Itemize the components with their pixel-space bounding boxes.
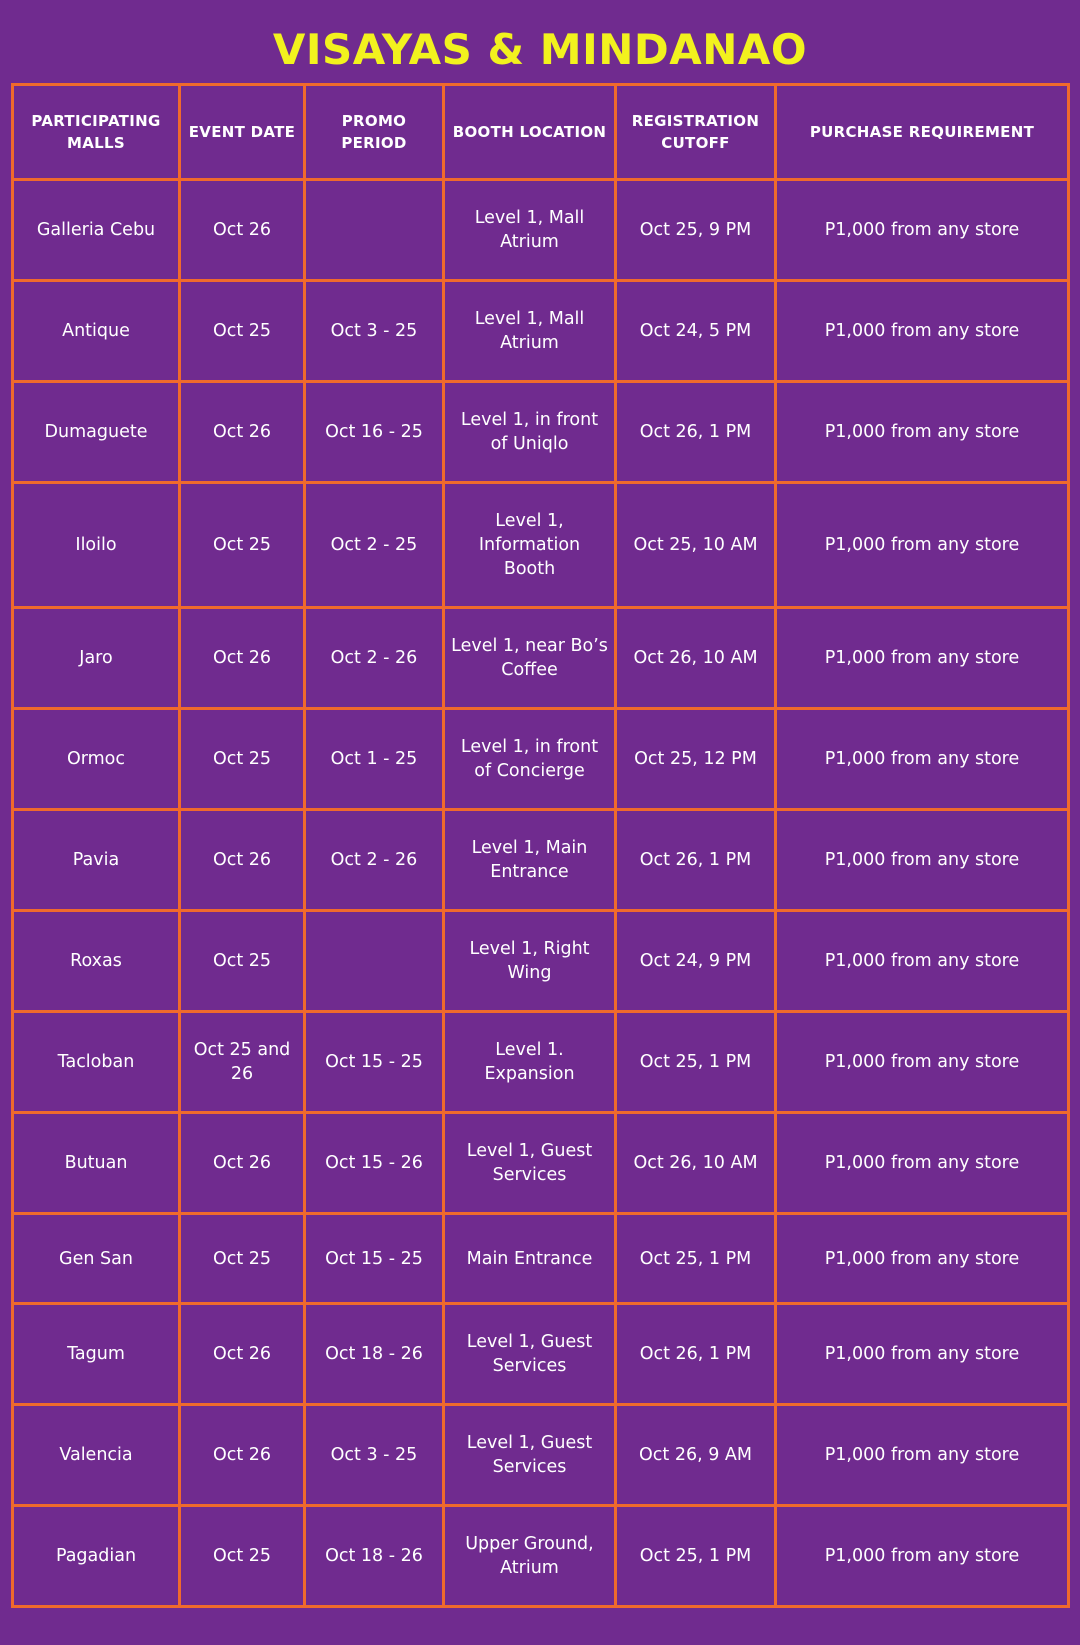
cell-mall: Antique: [13, 281, 180, 382]
cell-purchase-requirement: P1,000 from any store: [776, 1304, 1069, 1405]
cell-booth-location: Level 1, Mall Atrium: [444, 180, 616, 281]
cell-mall: Pagadian: [13, 1506, 180, 1607]
cell-mall: Tacloban: [13, 1012, 180, 1113]
cell-promo-period: Oct 15 - 25: [305, 1214, 444, 1304]
cell-promo-period: Oct 15 - 26: [305, 1113, 444, 1214]
cell-registration-cutoff: Oct 25, 10 AM: [616, 483, 776, 608]
cell-mall: Valencia: [13, 1405, 180, 1506]
cell-booth-location: Level 1, Main Entrance: [444, 810, 616, 911]
cell-event-date: Oct 26: [180, 608, 305, 709]
cell-event-date: Oct 25: [180, 911, 305, 1012]
cell-booth-location: Level 1, Guest Services: [444, 1113, 616, 1214]
cell-promo-period: Oct 18 - 26: [305, 1506, 444, 1607]
participating-malls-table: [11, 83, 1070, 1608]
cell-registration-cutoff: Oct 25, 1 PM: [616, 1506, 776, 1607]
table-row: [13, 1113, 1069, 1214]
cell-purchase-requirement: P1,000 from any store: [776, 608, 1069, 709]
table-row: [13, 608, 1069, 709]
cell-event-date: Oct 26: [180, 810, 305, 911]
cell-promo-period: Oct 15 - 25: [305, 1012, 444, 1113]
cell-event-date: Oct 25 and 26: [180, 1012, 305, 1113]
cell-mall: Pavia: [13, 810, 180, 911]
header-participating-malls: PARTICIPATING MALLS: [13, 85, 180, 180]
cell-registration-cutoff: Oct 26, 10 AM: [616, 608, 776, 709]
cell-booth-location: Level 1. Expansion: [444, 1012, 616, 1113]
cell-purchase-requirement: P1,000 from any store: [776, 1214, 1069, 1304]
cell-event-date: Oct 25: [180, 483, 305, 608]
cell-event-date: Oct 26: [180, 1304, 305, 1405]
table-row: [13, 281, 1069, 382]
table-row: [13, 810, 1069, 911]
cell-promo-period: Oct 3 - 25: [305, 1405, 444, 1506]
cell-registration-cutoff: Oct 26, 1 PM: [616, 810, 776, 911]
cell-registration-cutoff: Oct 25, 9 PM: [616, 180, 776, 281]
table-row: [13, 1506, 1069, 1607]
header-promo-period: PROMO PERIOD: [305, 85, 444, 180]
cell-mall: Butuan: [13, 1113, 180, 1214]
table-row: [13, 1214, 1069, 1304]
cell-purchase-requirement: P1,000 from any store: [776, 382, 1069, 483]
cell-booth-location: Level 1, in front of Uniqlo: [444, 382, 616, 483]
cell-promo-period: Oct 3 - 25: [305, 281, 444, 382]
cell-booth-location: Level 1, near Bo’s Coffee: [444, 608, 616, 709]
cell-registration-cutoff: Oct 26, 10 AM: [616, 1113, 776, 1214]
cell-purchase-requirement: P1,000 from any store: [776, 1506, 1069, 1607]
table-row: [13, 180, 1069, 281]
cell-registration-cutoff: Oct 24, 5 PM: [616, 281, 776, 382]
header-purchase-requirement: PURCHASE REQUIREMENT: [776, 85, 1069, 180]
table-row: [13, 709, 1069, 810]
cell-booth-location: Level 1, Information Booth: [444, 483, 616, 608]
cell-purchase-requirement: P1,000 from any store: [776, 483, 1069, 608]
table-row: [13, 1405, 1069, 1506]
cell-mall: Dumaguete: [13, 382, 180, 483]
cell-booth-location: Upper Ground, Atrium: [444, 1506, 616, 1607]
table-row: [13, 483, 1069, 608]
cell-purchase-requirement: P1,000 from any store: [776, 1012, 1069, 1113]
cell-promo-period: Oct 1 - 25: [305, 709, 444, 810]
cell-event-date: Oct 25: [180, 1214, 305, 1304]
cell-purchase-requirement: P1,000 from any store: [776, 709, 1069, 810]
cell-registration-cutoff: Oct 25, 12 PM: [616, 709, 776, 810]
cell-event-date: Oct 26: [180, 1113, 305, 1214]
header-booth-location: BOOTH LOCATION: [444, 85, 616, 180]
cell-booth-location: Main Entrance: [444, 1214, 616, 1304]
cell-promo-period: Oct 2 - 25: [305, 483, 444, 608]
header-registration-cutoff: REGISTRATION CUTOFF: [616, 85, 776, 180]
cell-event-date: Oct 25: [180, 1506, 305, 1607]
cell-mall: Gen San: [13, 1214, 180, 1304]
page-title: VISAYAS & MINDANAO: [272, 25, 808, 74]
cell-purchase-requirement: P1,000 from any store: [776, 281, 1069, 382]
cell-mall: Ormoc: [13, 709, 180, 810]
cell-booth-location: Level 1, Guest Services: [444, 1304, 616, 1405]
cell-registration-cutoff: Oct 24, 9 PM: [616, 911, 776, 1012]
cell-mall: Roxas: [13, 911, 180, 1012]
table-row: [13, 911, 1069, 1012]
cell-registration-cutoff: Oct 26, 1 PM: [616, 1304, 776, 1405]
cell-purchase-requirement: P1,000 from any store: [776, 810, 1069, 911]
cell-registration-cutoff: Oct 26, 9 AM: [616, 1405, 776, 1506]
cell-purchase-requirement: P1,000 from any store: [776, 1113, 1069, 1214]
cell-mall: Iloilo: [13, 483, 180, 608]
cell-registration-cutoff: Oct 26, 1 PM: [616, 382, 776, 483]
header-event-date: EVENT DATE: [180, 85, 305, 180]
cell-event-date: Oct 25: [180, 281, 305, 382]
cell-mall: Galleria Cebu: [13, 180, 180, 281]
cell-promo-period: Oct 2 - 26: [305, 608, 444, 709]
cell-promo-period: Oct 16 - 25: [305, 382, 444, 483]
cell-purchase-requirement: P1,000 from any store: [776, 180, 1069, 281]
table-row: [13, 1304, 1069, 1405]
cell-registration-cutoff: Oct 25, 1 PM: [616, 1214, 776, 1304]
cell-booth-location: Level 1, Mall Atrium: [444, 281, 616, 382]
cell-registration-cutoff: Oct 25, 1 PM: [616, 1012, 776, 1113]
cell-booth-location: Level 1, Guest Services: [444, 1405, 616, 1506]
cell-event-date: Oct 26: [180, 382, 305, 483]
cell-promo-period: [305, 180, 444, 281]
cell-event-date: Oct 26: [180, 180, 305, 281]
cell-purchase-requirement: P1,000 from any store: [776, 911, 1069, 1012]
cell-event-date: Oct 26: [180, 1405, 305, 1506]
table-row: [13, 1012, 1069, 1113]
cell-mall: Jaro: [13, 608, 180, 709]
cell-event-date: Oct 25: [180, 709, 305, 810]
cell-promo-period: Oct 2 - 26: [305, 810, 444, 911]
cell-purchase-requirement: P1,000 from any store: [776, 1405, 1069, 1506]
table-header-row: [13, 85, 1069, 180]
cell-promo-period: [305, 911, 444, 1012]
cell-mall: Tagum: [13, 1304, 180, 1405]
cell-booth-location: Level 1, Right Wing: [444, 911, 616, 1012]
cell-promo-period: Oct 18 - 26: [305, 1304, 444, 1405]
table-row: [13, 382, 1069, 483]
cell-booth-location: Level 1, in front of Concierge: [444, 709, 616, 810]
